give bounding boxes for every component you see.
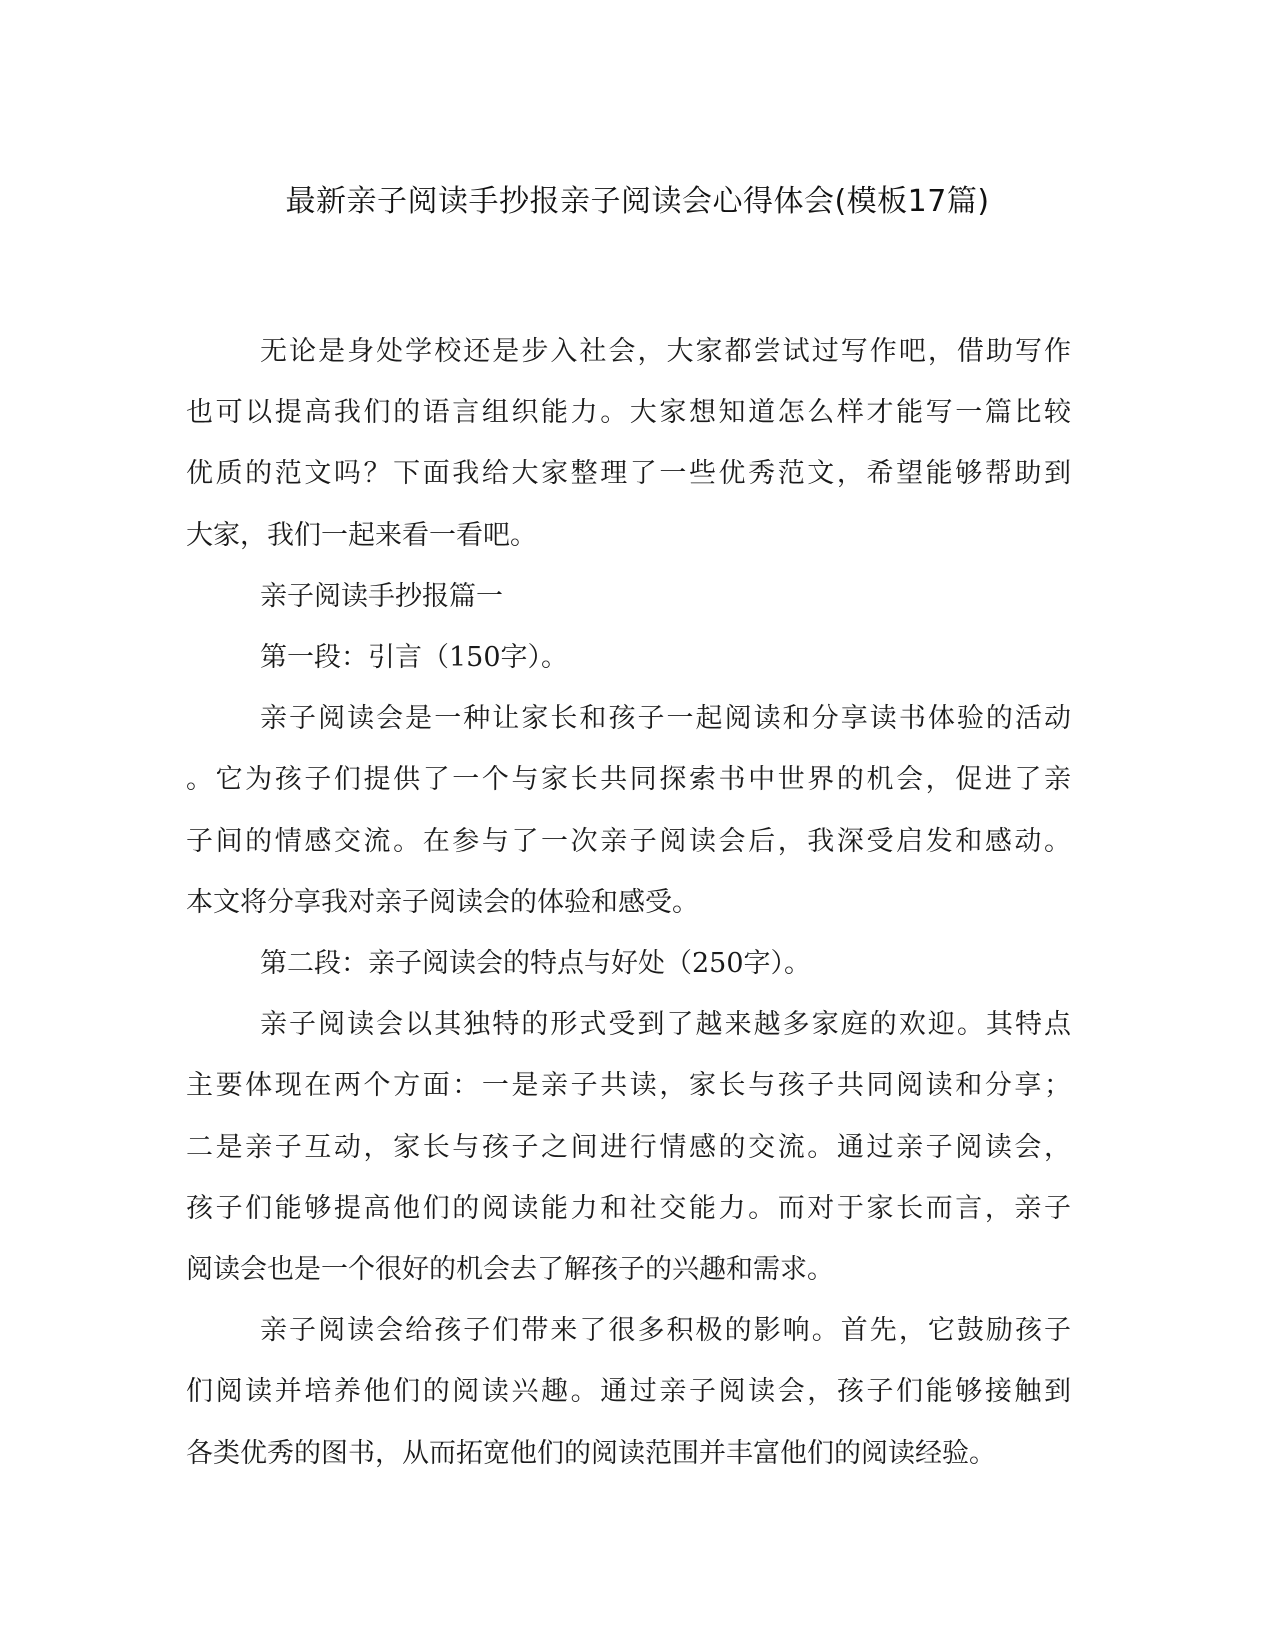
text-line: 第二段：亲子阅读会的特点与好处（250字）。 [260, 948, 812, 980]
paragraph-intro [186, 321, 1071, 566]
text-line: 们阅读并培养他们的阅读兴趣。通过亲子阅读会，孩子们能够接触到 [186, 1376, 1071, 1408]
text-line: 亲子阅读会是一种让家长和孩子一起阅读和分享读书体验的活动 [260, 703, 1071, 735]
document-body [186, 321, 1071, 1484]
text-line: 二是亲子互动，家长与孩子之间进行情感的交流。通过亲子阅读会， [186, 1131, 1071, 1163]
text-line: 孩子们能够提高他们的阅读能力和社交能力。而对于家长而言，亲子 [186, 1192, 1071, 1224]
text-line: 亲子阅读会给孩子们带来了很多积极的影响。首先，它鼓励孩子 [260, 1315, 1071, 1347]
text-line: 大家，我们一起来看一看吧。 [186, 519, 537, 551]
text-line: 第一段：引言（150字）。 [260, 642, 569, 674]
text-line: 本文将分享我对亲子阅读会的体验和感受。 [186, 886, 699, 918]
text-line: 亲子阅读会以其独特的形式受到了越来越多家庭的欢迎。其特点 [260, 1009, 1071, 1041]
text-line: 主要体现在两个方面：一是亲子共读，家长与孩子共同阅读和分享； [186, 1070, 1071, 1102]
text-line: 亲子阅读手抄报篇一 [260, 580, 503, 612]
paragraph-body [186, 994, 1071, 1300]
text-line: 优质的范文吗？下面我给大家整理了一些优秀范文，希望能够帮助到 [186, 458, 1071, 490]
text-line: 无论是身处学校还是步入社会，大家都尝试过写作吧，借助写作 [260, 336, 1071, 367]
paragraph-body [186, 688, 1071, 933]
text-line: 也可以提高我们的语言组织能力。大家想知道怎么样才能写一篇比较 [186, 397, 1071, 429]
text-line: 阅读会也是一个很好的机会去了解孩子的兴趣和需求。 [186, 1254, 834, 1286]
section-subheading [186, 933, 1071, 994]
section-subheading [186, 627, 1071, 688]
paragraph-body [186, 1300, 1071, 1484]
section-heading [186, 566, 1071, 627]
text-line: 各类优秀的图书，从而拓宽他们的阅读范围并丰富他们的阅读经验。 [186, 1437, 996, 1469]
text-line: 子间的情感交流。在参与了一次亲子阅读会后，我深受启发和感动。 [186, 825, 1071, 857]
text-line: 。它为孩子们提供了一个与家长共同探索书中世界的机会，促进了亲 [186, 764, 1071, 796]
document-title: 最新亲子阅读手抄报亲子阅读会心得体会(模板17篇) [285, 184, 990, 219]
